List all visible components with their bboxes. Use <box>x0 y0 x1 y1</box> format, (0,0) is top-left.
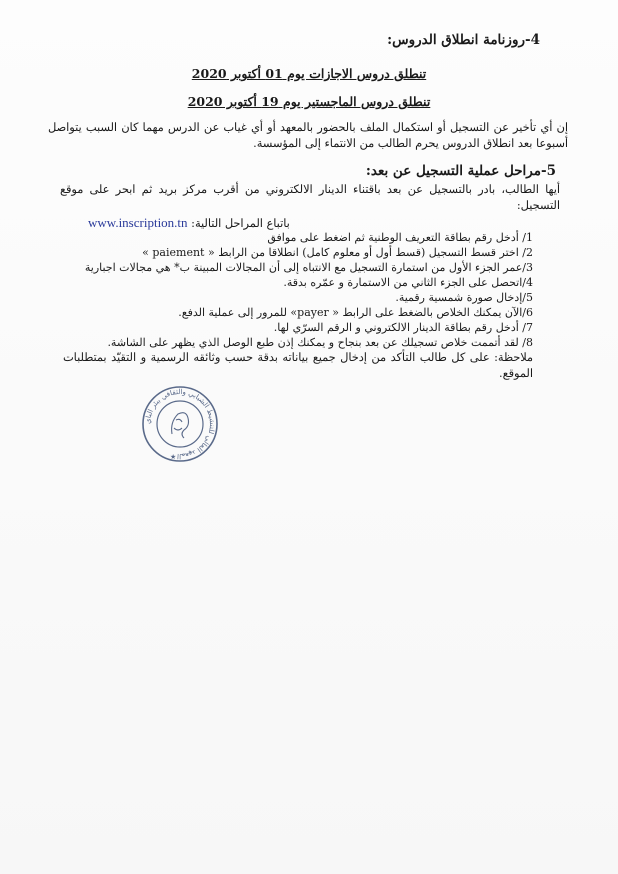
note-paragraph: ملاحظة: على كل طالب التأكد من إدخال جميع بياناته بدقة حسب وثائقه الرسمية و التقيّد بمتطلبات الموقع. <box>63 351 533 380</box>
institute-stamp <box>140 384 220 464</box>
stamp-outer-ring <box>143 387 217 461</box>
list-item: 4/اتحصل على الجزء الثاني من الاستمارة و عمّره بدقة. <box>283 276 533 289</box>
list-item: 3/عمر الجزء الأول من استمارة التسجيل مع الانتباه إلى أن المجالات المبينة ب* هي مجالات اجبارية <box>84 261 533 274</box>
stamp-ring-text <box>144 388 216 460</box>
licence-start-date: تنطلق دروس الاجازات يوم 01 أكتوبر 2020 <box>191 66 427 81</box>
list-item: 8/ لقد أتممت خلاص تسجيلك عن بعد بنجاح و يمكنك إذن طبع الوصل الذي يظهر على الشاشة. <box>107 336 533 349</box>
master-start-date: تنطلق دروس الماجستير يوم 19 أكتوبر 2020 <box>187 94 431 109</box>
registration-steps-list <box>53 230 533 350</box>
section-5-title: 5-مراحل عملية التسجيل عن بعد: <box>365 163 556 179</box>
stamp-emblem-icon <box>172 413 189 438</box>
list-item: 5/إدخال صورة شمسية رقمية. <box>395 291 533 304</box>
registration-intro-line: أيها الطالب، بادر بالتسجيل عن بعد باقتناء الدينار الالكتروني من أقرب مركز بريد ثم ابحر على موقع التسجيل: <box>60 183 560 212</box>
registration-intro <box>60 182 560 232</box>
list-item: 2/ اختر قسط التسجيل (قسط أول أو معلوم كامل) انطلاقا من الرابط « paiement » <box>142 246 533 259</box>
section-4-title: 4-روزنامة انطلاق الدروس: <box>387 32 540 48</box>
attendance-warning-paragraph: إن أي تأخير عن التسجيل أو استكمال الملف بالحضور بالمعهد أو أي غياب عن الدرس مهما كان السبب يتواصل أسبوعا بعد انطلاق الدروس يحرم الطالب من الانتماء إلى المؤسسة. <box>48 121 568 150</box>
star-icon: ★ <box>170 453 177 461</box>
stamp-ring-text-path: المعهد العالي للتنشيط الشبابي والثقافي ببئر الباي <box>143 387 217 461</box>
list-item: 6/الآن يمكنك الخلاص بالضغط على الرابط « payer» للمرور إلى عملية الدفع. <box>178 306 533 319</box>
registration-steps-intro: باتباع المراحل التالية: <box>191 217 290 230</box>
list-item: 7/ أدخل رقم بطاقة الدينار الالكتروني و الرقم السرّي لها. <box>273 321 533 334</box>
inscription-website-link[interactable]: www.inscription.tn <box>88 215 188 230</box>
stamp-inner-ring <box>157 401 203 447</box>
list-item: 1/ أدخل رقم بطاقة التعريف الوطنية ثم اضغط على موافق <box>267 231 533 244</box>
